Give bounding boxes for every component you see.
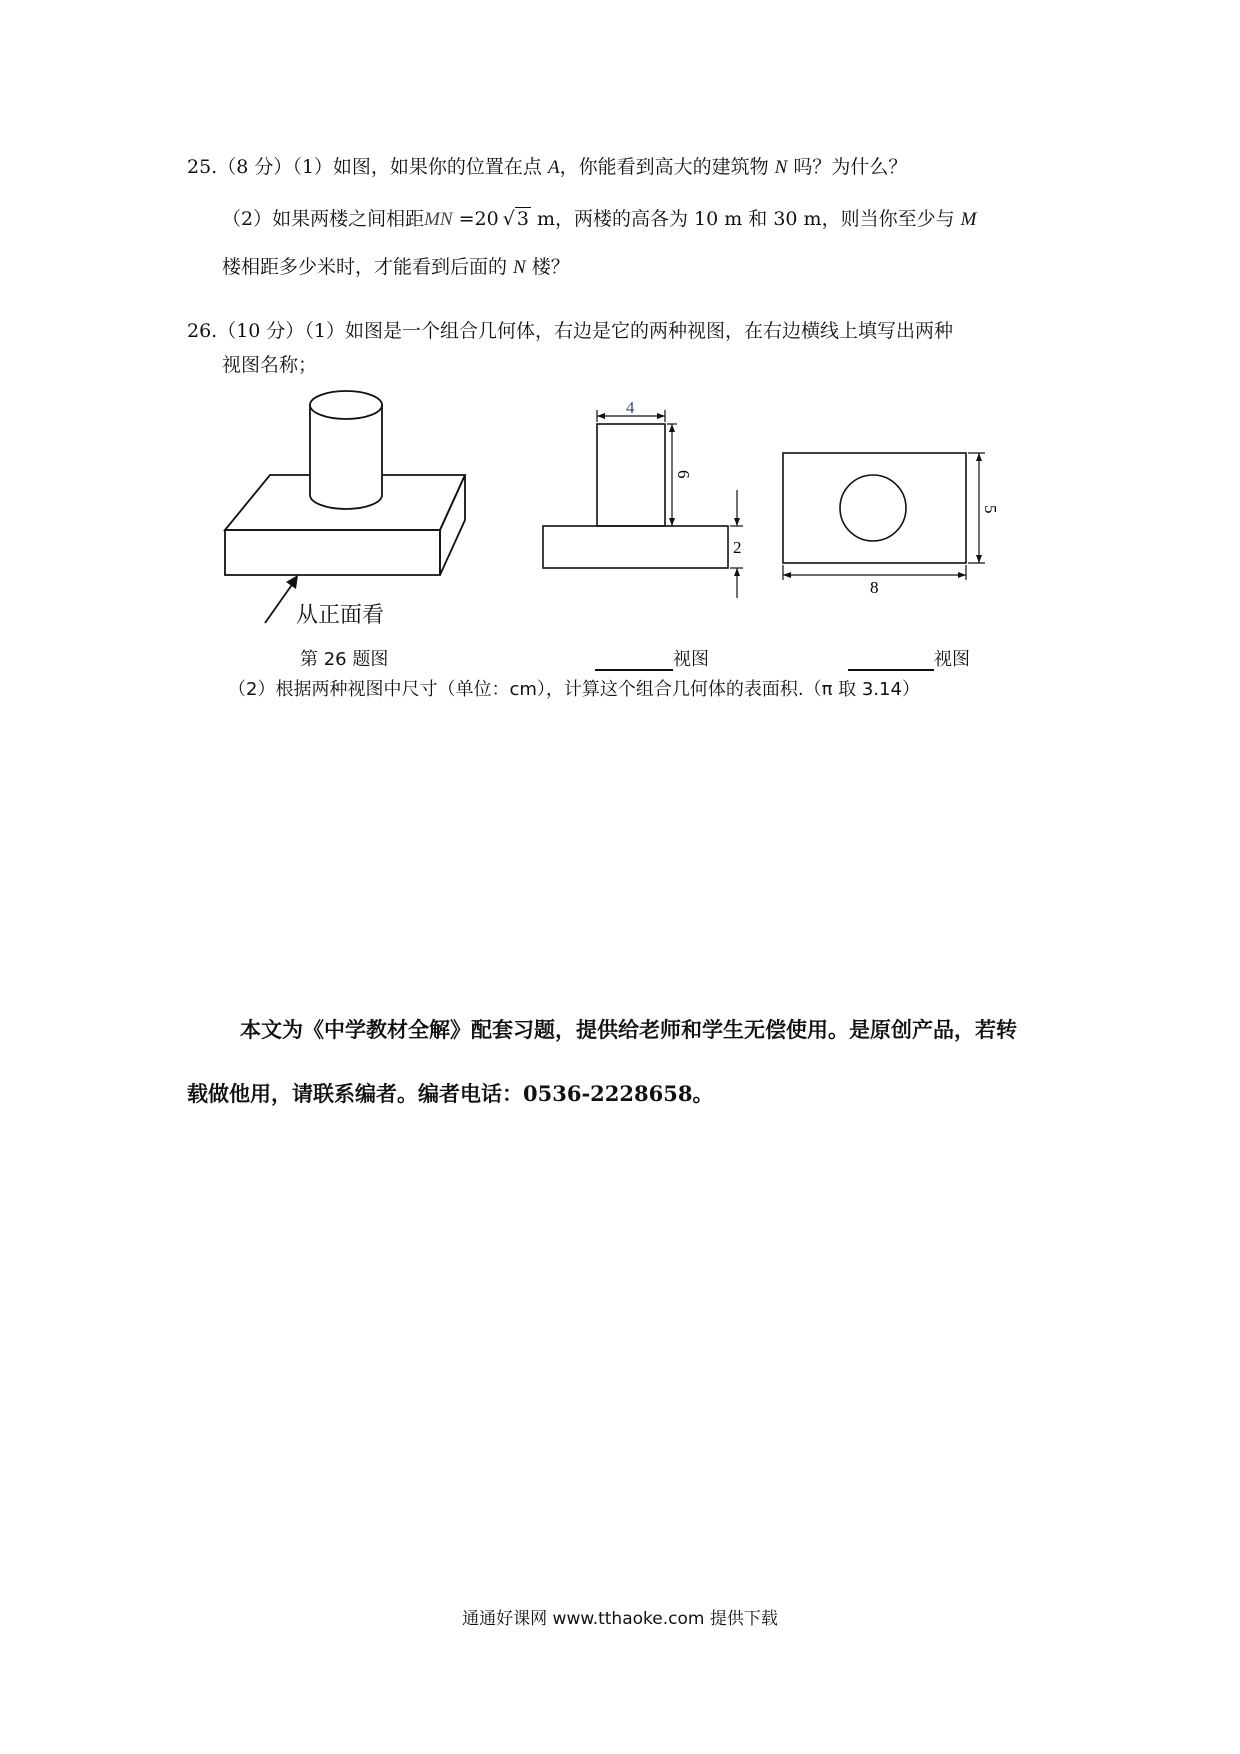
answer-blank-2[interactable] <box>848 651 934 671</box>
notice-line-2: 载做他用，请联系编者。编者电话：0536-2228658。 <box>187 1081 714 1106</box>
q26-line-1: 26.（10 分）（1）如图是一个组合几何体，右边是它的两种视图，在右边横线上填写出两种 <box>187 320 954 342</box>
var-N-2: N <box>513 257 526 278</box>
var-N: N <box>774 157 788 178</box>
dim-height-base: 2 <box>733 538 742 557</box>
view-label-top: 视图 <box>848 645 970 671</box>
var-A: A <box>547 157 560 178</box>
top-view-figure <box>775 445 1000 645</box>
front-view-figure <box>535 400 765 600</box>
var-MN: MN <box>424 209 453 230</box>
q25-line-3: 楼相距多少米时，才能看到后面的 N 楼？ <box>222 256 570 278</box>
view-label-front: 视图 <box>595 645 709 671</box>
var-M: M <box>960 209 977 230</box>
q26-line-2: 视图名称； <box>222 354 318 376</box>
dim-depth: 5 <box>981 505 1000 514</box>
q26-part-2: （2）根据两种视图中尺寸（单位：cm），计算这个组合几何体的表面积.（π 取 3.14） <box>228 679 920 700</box>
dim-width-top: 4 <box>626 398 635 417</box>
notice-line-1: 本文为《中学教材全解》配套习题，提供给老师和学生无偿使用。是原创产品，若转 <box>240 1017 1017 1042</box>
figure-caption: 第 26 题图 <box>300 649 389 670</box>
arrow-label: 从正面看 <box>296 603 385 628</box>
footer-source: 通通好课网 www.tthaoke.com 提供下载 <box>462 1609 778 1629</box>
dim-length: 8 <box>870 578 879 597</box>
answer-blank-1[interactable] <box>595 651 673 671</box>
dim-height-top: 6 <box>674 470 693 479</box>
q25-line-1: 25.（8 分）（1）如图，如果你的位置在点 A，你能看到高大的建筑物 N 吗？为什么？ <box>187 156 908 178</box>
q25-line-2: （2）如果两楼之间相距MN =20 √ 3 m，两楼的高各为 10 m 和 30 m，则当你至少与 M <box>222 208 977 230</box>
sqrt-expression: √ 3 <box>502 208 529 230</box>
